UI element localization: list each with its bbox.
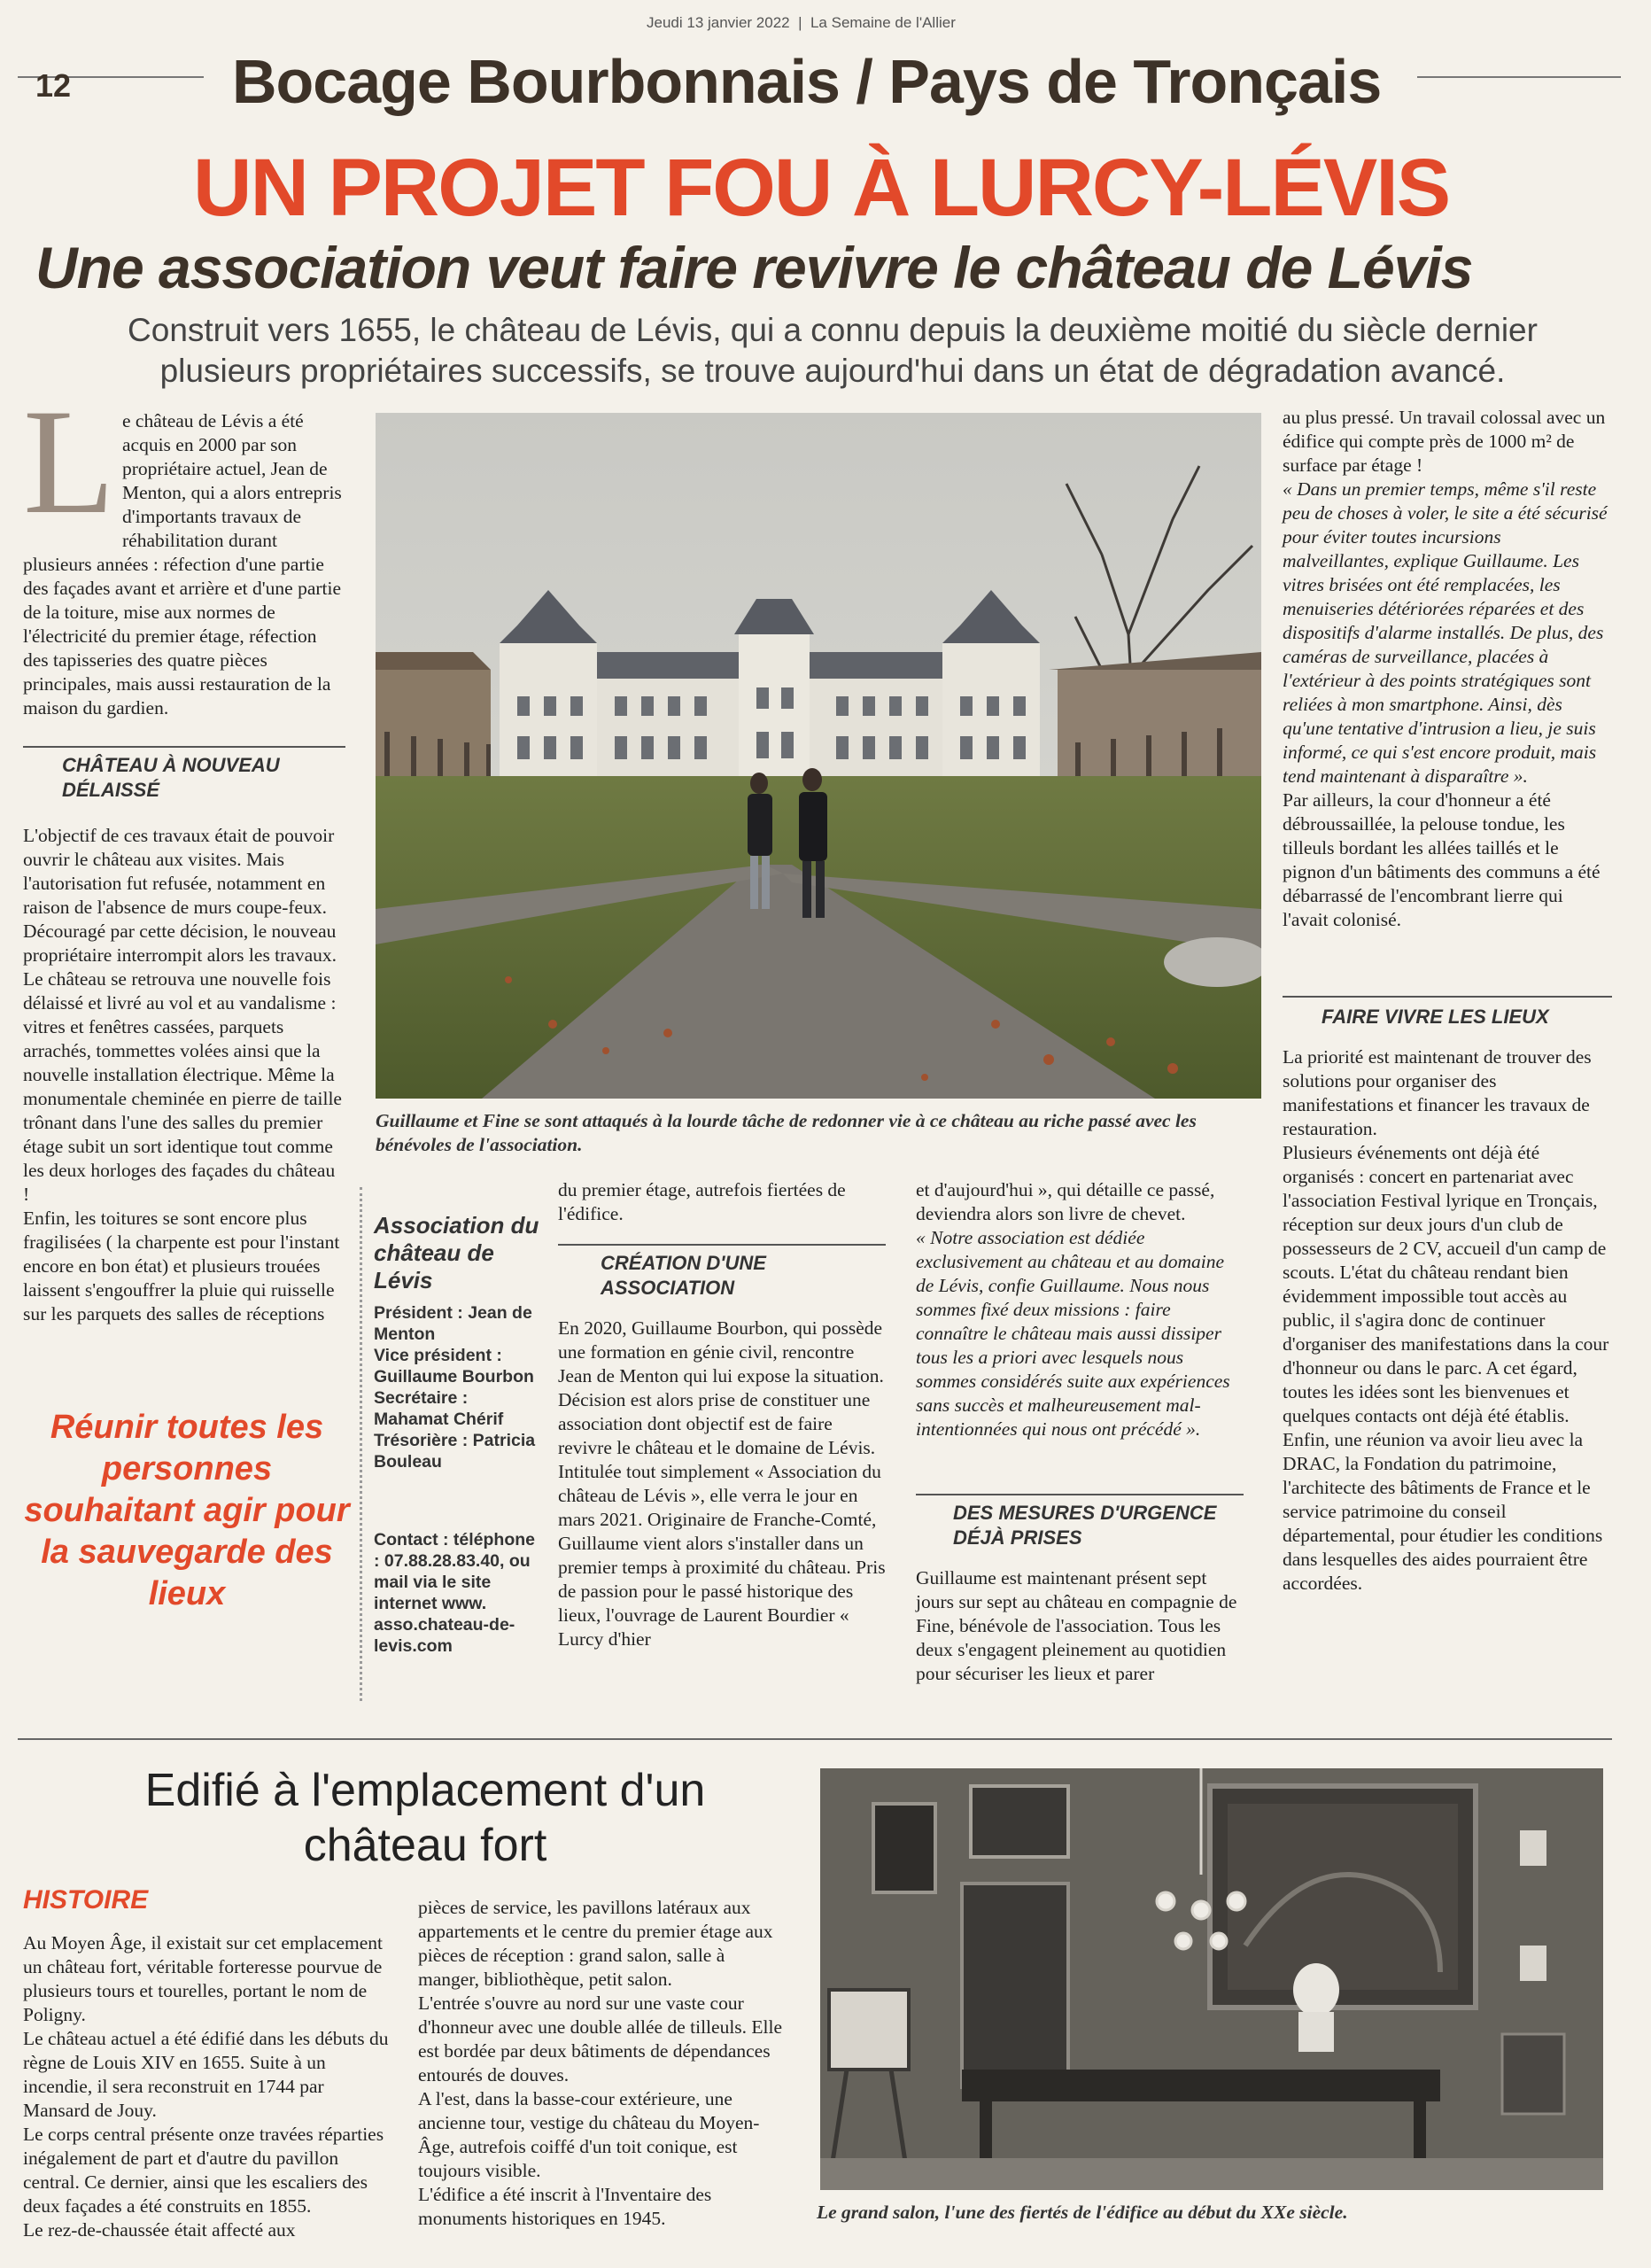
intro-paragraph: e château de Lévis a été acquis en 2000 par son propriétaire actuel, Jean de Menton, qui a alors entrepris d'importants travaux de réhabilitation durant plusieurs années : réfection d'une partie des façades avant et arrière et d'une partie de la toiture, mise aux normes de l'électricité du premier étage, réfection des tapisseries des quatre pièces principales, mais aussi restauration de la maison du gardien. [23, 410, 342, 718]
grand-salon-caption: Le grand salon, l'une des fiertés de l'édifice au début du XXe siècle. [817, 2202, 1348, 2223]
col3-paragraph-0: du premier étage, autrefois fiertées de l'édifice. [558, 1179, 846, 1224]
history-col1 [23, 1931, 395, 2242]
dateline [647, 14, 1019, 32]
drop-cap: L [23, 378, 115, 545]
col5-quote: « Dans un premier temps, même s'il reste peu de choses à voler, le site a été sécurisé pour éviter toutes incursions malveillantes, explique Guillaume. Les vitres brisées ont été remplacées, les menuiseries détériorées réparées et des dispositifs d'alarme installés. De plus, des caméras de surveillance, placées à l'extérieur à des points stratégiques sont reliées à mon smartphone. Ainsi, dès qu'une tentative d'intrusion a lieu, je suis informé, ce qui s'est encore produit, mais tend maintenant à disparaître ». [1283, 478, 1608, 787]
col4-quote: « Notre association est dédiée exclusivement au château et au domaine de Lévis, confie Guillaume. Nous nous sommes fixé deux missions : faire connaître le château mais aussi dissiper tous les a priori avec lesquels nous sommes considérés suite aux expériences sans succès et malheureusement mal-intentionnées qui nous ont précédé ». [916, 1227, 1230, 1440]
col5-subhead-rule [1283, 996, 1612, 998]
header-rule-right [1417, 76, 1621, 78]
col1-subhead: CHÂTEAU À NOUVEAU DÉLAISSÉ [62, 754, 280, 801]
history-paragraph-1: Au Moyen Âge, il existait sur cet emplacement un château fort, véritable forteresse pourvue de plusieurs tours et tourelles, portant le nom de Poligny. [23, 1932, 383, 2025]
history-headline: Edifié à l'emplacement d'un château fort [144, 1765, 706, 1871]
col4-body [916, 1566, 1244, 1686]
section-title: Bocage Bourbonnais / Pays de Tronçais [232, 47, 1382, 116]
history-label: HISTOIRE [23, 1885, 149, 1915]
history-paragraph-5: pièces de service, les pavillons latéraux aux appartements et le centre du premier étage aux pièces de réception : grand salon, salle à manger, bibliothèque, petit salon. [418, 1897, 773, 1990]
col4-body-top [916, 1178, 1239, 1441]
history-paragraph-8: L'édifice a été inscrit à l'Inventaire des monuments historiques en 1945. [418, 2184, 712, 2229]
history-paragraph-7: A l'est, dans la basse-cour extérieure, une ancienne tour, vestige du château du Moyen-Âge, autrefois coiffé d'un toit conique, est toujours visible. [418, 2088, 760, 2181]
history-paragraph-2: Le château actuel a été édifié dans les débuts du règne de Louis XIV en 1655. Suite à un incendie, il sera reconstruit en 1744 par Mansard de Jouy. [23, 2028, 389, 2121]
col3-paragraph-1: En 2020, Guillaume Bourbon, qui possède une formation en génie civil, rencontre Jean de Menton qui lui expose la situation. Décision est alors prise de constituer une association dont objectif est de faire revivre le château et le domaine de Lévis. [558, 1317, 884, 1458]
history-paragraph-3: Le corps central présente onze travées réparties inégalement de part et d'autre du pavillon central. Ce dernier, ainsi que les escaliers des deux façades a été construits en 1855. [23, 2124, 384, 2217]
col1-paragraph-2: Le château se retrouva une nouvelle fois délaissé et livré au vol et au vandalisme : vitres et fenêtres cassées, parquets arrachés, tommettes volées ainsi que la nouvelle installation électrique. Même la monumentale cheminée en pierre de taille trônant dans l'une des salles du premier étage subit un sort identique tout comme les deux horloges des façades du château ! [23, 968, 342, 1205]
infobox-contact: Contact : téléphone : 07.88.28.83.40, ou mail via le site internet www. asso.chateau-de-levis.com [374, 1530, 536, 1656]
dateline-date: Jeudi 13 janvier 2022 [647, 14, 790, 31]
dateline-separator: | [794, 14, 807, 31]
publication-name: La Semaine de l'Allier [810, 14, 956, 31]
page-number: 12 [35, 67, 72, 104]
col4-paragraph-1: Guillaume est maintenant présent sept jours sur sept au château en compagnie de Fine, bénévole de l'association. Tous les deux s'engagent pleinement au quotidien pour sécuriser les lieux et parer [916, 1567, 1237, 1684]
history-paragraph-4: Le rez-de-chaussée était affecté aux [23, 2219, 296, 2241]
col1-subhead-rule [23, 746, 345, 748]
bottom-section-rule [18, 1738, 1612, 1740]
history-col2 [418, 1896, 790, 2231]
col3-paragraph-2: Intitulée tout simplement « Association du château de Lévis », elle verra le jour en mars 2021. Originaire de Franche-Comté, Guillaume vient alors s'installer dans un premier temps à proximité du château. Pris de passion pour le passé historique des lieux, l'ouvrage de Laurent Bourdier « Lurcy d'hier [558, 1461, 886, 1650]
col5-paragraph-2: La priorité est maintenant de trouver des solutions pour organiser des manifestations et financer les travaux de restauration. [1283, 1046, 1592, 1139]
col4-subhead-rule [916, 1494, 1244, 1495]
drop-cap-spacer [23, 409, 122, 542]
pull-quote: Réunir toutes les personnes souhaitant agir pour la sauvegarde des lieux [24, 1409, 350, 1612]
col1-body [23, 824, 345, 1326]
headline: UN PROJET FOU À LURCY-LÉVIS [193, 143, 1450, 233]
col5-subhead: FAIRE VIVRE LES LIEUX [1322, 1006, 1549, 1028]
infobox-roles: Président : Jean de Menton Vice président : Guillaume Bourbon Secrétaire : Mahamat Chérif Trésorière : Patricia Bouleau [374, 1303, 536, 1472]
col3-subhead: CRÉATION D'UNE ASSOCIATION [601, 1252, 766, 1299]
article-intro [23, 409, 345, 720]
subheadline: Une association veut faire revivre le château de Lévis [35, 235, 1473, 300]
col3-body [558, 1317, 886, 1651]
col5-paragraph-3: Plusieurs événements ont déjà été organisés : concert en partenariat avec l'association Festival lyrique en Tronçais, réception sur deux jours d'un club de possesseurs de 2 CV, accueil d'un camp de scouts. L'état du château rendant bien évidemment impossible tout accès au public, il s'agira donc de continuer d'organiser des manifestations dans la cour d'honneur ou dans le parc. A cet égard, toutes les idées sont les bienvenues et quelques contacts ont déjà été établis. [1283, 1142, 1609, 1426]
grand-salon-illustration [820, 1768, 1603, 2190]
col4-subhead: DES MESURES D'URGENCE DÉJÀ PRISES [953, 1502, 1217, 1549]
chateau-photo [376, 413, 1261, 1099]
col1-paragraph-1: L'objectif de ces travaux était de pouvoir ouvrir le château aux visites. Mais l'autorisation fut refusée, notamment en raison de l'absence de murs coupe-feux. Découragé par cette décision, le nouveau propriétaire interrompit alors les travaux. [23, 825, 337, 966]
standfirst: Construit vers 1655, le château de Lévis, qui a connu depuis la deuxième moitié du siècle dernier plusieurs propriétaires successifs, se trouve aujourd'hui dans un état de dégradation avancé. [128, 312, 1538, 389]
grand-salon-photo [820, 1768, 1603, 2190]
col3-subhead-rule [558, 1244, 886, 1246]
col5-paragraph-0: au plus pressé. Un travail colossal avec un édifice qui compte près de 1000 m² de surface par étage ! [1283, 407, 1606, 476]
col5-body-top [1283, 406, 1612, 932]
col5-body [1283, 1045, 1612, 1596]
chateau-photo-caption: Guillaume et Fine se sont attaqués à la lourde tâche de redonner vie à ce château au riche passé avec les bénévoles de l'association. [376, 1110, 1197, 1155]
chateau-photo-illustration [376, 413, 1261, 1099]
col3-body-top [558, 1178, 881, 1226]
col5-paragraph-1: Par ailleurs, la cour d'honneur a été débroussaillée, la pelouse tondue, les tilleuls bordant les allées taillés et le pignon d'un bâtiments des communs a été débarrassé de l'encombrant lierre qui l'avait colonisé. [1283, 789, 1601, 930]
infobox-title: Association du château de Lévis [374, 1212, 539, 1293]
col1-paragraph-3: Enfin, les toitures se sont encore plus fragilisées ( la charpente est pour l'instant encore en bon état) et plusieurs trouées laissent s'engouffrer la pluie qui ruisselle sur les parquets des salles de réceptions [23, 1208, 340, 1324]
col5-paragraph-4: Enfin, une réunion va avoir lieu avec la DRAC, la Fondation du patrimoine, l'architecte des bâtiments de France et le service patrimoine du conseil départemental, pour étudier les conditions dans lesquelles des aides pourraient être accordées. [1283, 1429, 1603, 1594]
col4-paragraph-0: et d'aujourd'hui », qui détaille ce passé, deviendra alors son livre de chevet. [916, 1179, 1215, 1224]
history-paragraph-6: L'entrée s'ouvre au nord sur une vaste cour d'honneur avec une double allée de tilleuls. Elle est bordée par deux bâtiments de dépendances entourés de douves. [418, 1992, 783, 2085]
